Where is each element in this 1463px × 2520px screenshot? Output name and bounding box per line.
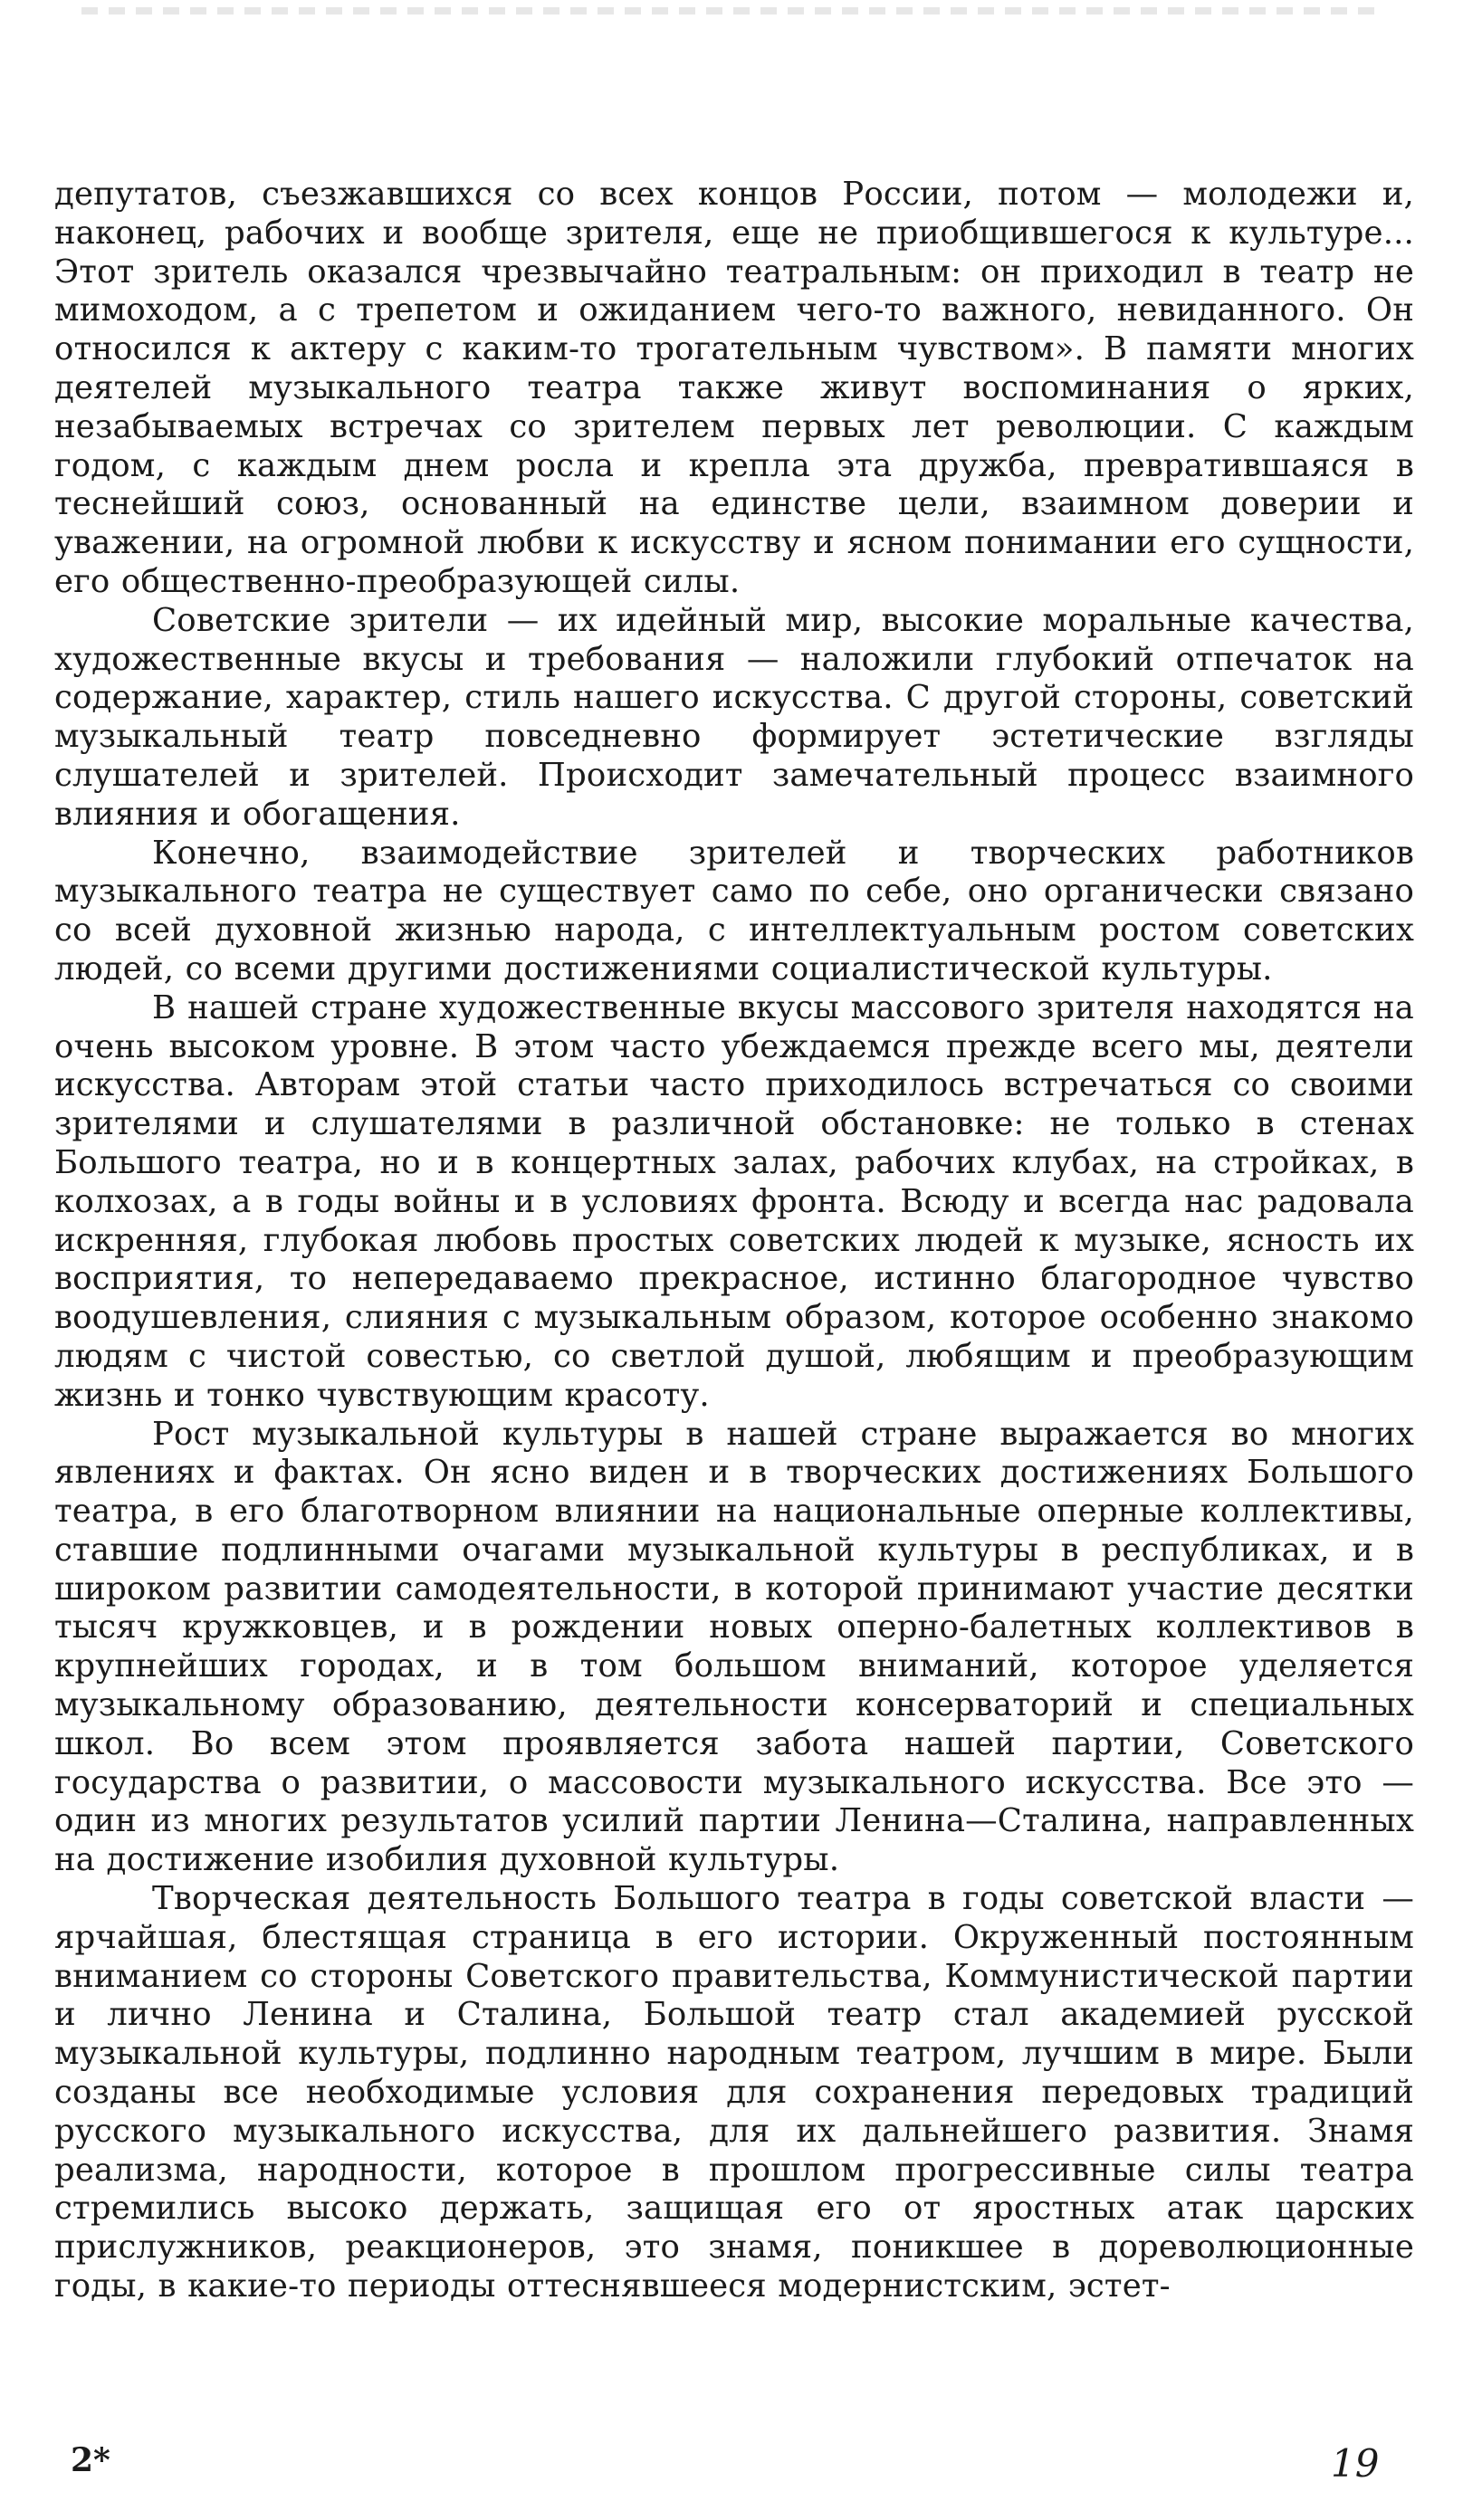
scan-edge-noise (81, 7, 1385, 14)
signature-mark: 2* (71, 2441, 110, 2479)
paragraph-6: Творческая деятельность Большого театра в годы советской власти — ярчайшая, блестящая страница в его истории. Окруженный постоянным вниманием со стороны Советского правительства, Коммунистической партии и лично Ленина и Сталина, Большой театр стал академией русской музыкальной культуры, подлинно народным театром, лучшим в мире. Были созданы все необходимые условия для сохранения передовых традиций русского музыкального искусства, для их дальнейшего развития. Знамя реализма, народности, которое в прошлом прогрессивные силы театра стремились высоко держать, защищая его от яростных атак царских прислужников, реакционеров, это знамя, поникшее в дореволюционные годы, в какие-то периоды оттеснявшееся модернистским, эстет- (54, 1880, 1414, 2305)
paragraph-2: Советские зрители — их идейный мир, высокие моральные качества, художественные вкусы и требования — наложили глубокий отпечаток на содержание, характер, стиль нашего искусства. С другой стороны, советский музыкальный театр повседневно формирует эстетические взгляды слушателей и зрителей. Происходит замечательный процесс взаимного влияния и обогащения. (54, 601, 1414, 833)
text-column (54, 176, 1414, 2306)
paragraph-4: В нашей стране художественные вкусы массового зрителя находятся на очень высоком уровне. В этом часто убеждаемся прежде всего мы, деятели искусства. Авторам этой статьи часто приходилось встречаться со своими зрителями и слушателями в различной обстановке: не только в стенах Большого театра, но и в концертных залах, рабочих клубах, на стройках, в колхозах, а в годы войны и в условиях фронта. Всюду и всегда нас радовала искренняя, глубокая любовь простых советских людей к музыке, ясность их восприятия, то непередаваемо прекрасное, истинно благородное чувство воодушевления, слияния с музыкальным образом, которое особенно знакомо людям с чистой совестью, со светлой душой, любящим и преобразующим жизнь и тонко чувствующим красоту. (54, 988, 1414, 1414)
page-number: 19 (1331, 2441, 1380, 2486)
paragraph-3: Конечно, взаимодействие зрителей и творческих работников музыкального театра не существует само по себе, оно органически связано со всей духовной жизнью народа, с интеллектуальным ростом советских людей, со всеми другими достижениями социалистической культуры. (54, 834, 1414, 988)
paragraph-5: Рост музыкальной культуры в нашей стране выражается во многих явлениях и фактах. Он ясно виден и в творческих достижениях Большого театра, в его благотворном влиянии на национальные оперные коллективы, ставшие подлинными очагами музыкальной культуры в республиках, и в широком развитии самодеятельности, в которой принимают участие десятки тысяч кружковцев, и в рождении новых оперно-балетных коллективов в крупнейших городах, и в том большом вниманий, которое уделяется музыкальному образованию, деятельности консерваторий и специальных школ. Во всем этом проявляется забота нашей партии, Советского государства о развитии, о массовости музыкального искусства. Все это — один из многих результатов усилий партии Ленина—Сталина, направленных на достижение изобилия духовной культуры. (54, 1415, 1414, 1879)
paragraph-1: депутатов, съезжавшихся со всех концов России, потом — молодежи и, наконец, рабочих и вообще зрителя, еще не приобщившегося к культуре... Этот зритель оказался чрезвычайно театральным: он приходил в театр не мимоходом, а с трепетом и ожиданием чего-то важного, невиданного. Он относился к актеру с каким-то трогательным чувством». В памяти многих деятелей музыкального театра также живут воспоминания о ярких, незабываемых встречах со зрителем первых лет революции. С каждым годом, с каждым днем росла и крепла эта дружба, превратившаяся в теснейший союз, основанный на единстве цели, взаимном доверии и уважении, на огромной любви к искусству и ясном понимании его сущности, его общественно-преобразующей силы. (54, 176, 1414, 600)
